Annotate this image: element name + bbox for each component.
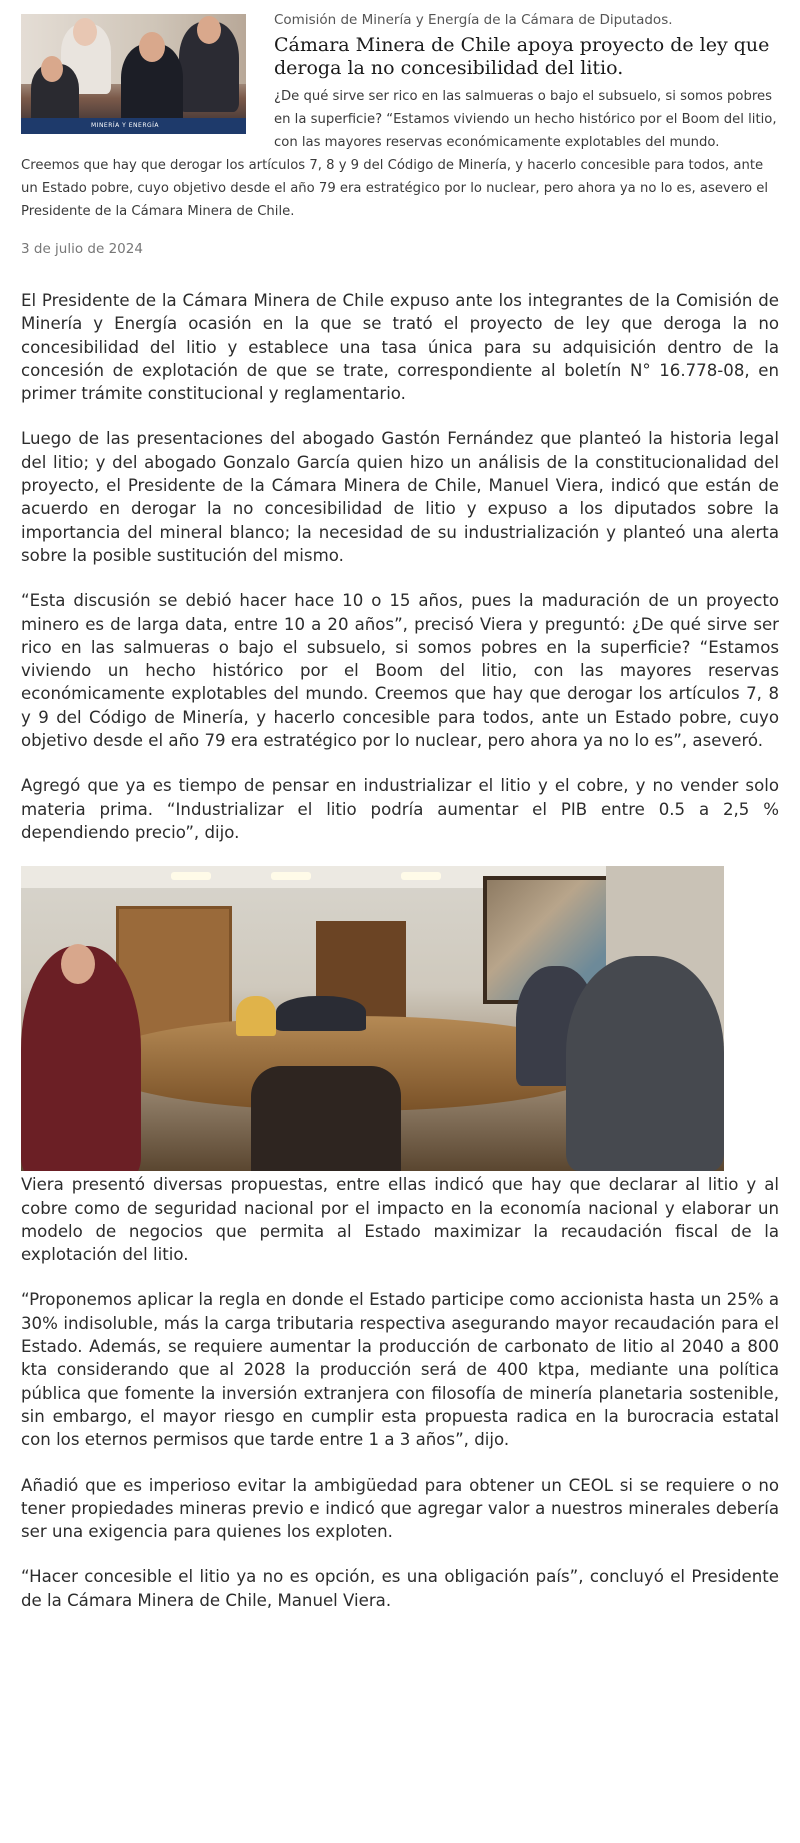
kicker: Comisión de Minería y Energía de la Cámara de Diputados.	[274, 12, 673, 28]
header-thumbnail-photo	[21, 14, 246, 134]
article-body	[21, 289, 779, 1612]
meeting-room-photo	[21, 866, 724, 1171]
article-header	[21, 12, 779, 223]
paragraph: Viera presentó diversas propuestas, entre ellas indicó que hay que declarar al litio y al cobre como de seguridad nacional por el impacto en la economía nacional y elaborar un modelo de negocios que permita al Estado maximizar la recaudación fiscal de la explotación del litio.	[21, 1175, 779, 1265]
article-title[interactable]: Cámara Minera de Chile apoya proyecto de ley que deroga la no concesibilidad del litio.	[274, 34, 770, 79]
publish-date: 3 de julio de 2024	[21, 241, 143, 257]
paragraph: El Presidente de la Cámara Minera de Chile expuso ante los integrantes de la Comisión de Minería y Energía ocasión en la que se trató el proyecto de ley que deroga la no concesibilidad del litio y establece una tasa única para su adquisición dentro de la concesión de explotación de que se trate, correspondiente al boletín N° 16.778-08, en primer trámite constitucional y reglamentario.	[21, 291, 779, 404]
paragraph: Añadió que es imperioso evitar la ambigüedad para obtener un CEOL si se requiere o no tener propiedades mineras previo e indicó que agregar valor a nuestros minerales debería ser una exigencia para quienes los exploten.	[21, 1475, 779, 1542]
article-lede: ¿De qué sirve ser rico en las salmueras o bajo el subsuelo, si somos pobres en la superficie? “Estamos viviendo un hecho histórico por el Boom del litio, con las mayores reservas económicamente explotables del mundo. Creemos que hay que derogar los artículos 7, 8 y 9 del Código de Minería, y hacerlo concesible para todos, ante un Estado pobre, cuyo objetivo desde el año 79 era estratégico por lo nuclear, pero ahora ya no lo es, asevero el Presidente de la Cámara Minera de Chile.	[21, 89, 777, 219]
paragraph: “Hacer concesible el litio ya no es opción, es una obligación país”, concluyó el Presidente de la Cámara Minera de Chile, Manuel Viera.	[21, 1567, 779, 1610]
article	[21, 0, 779, 1634]
paragraph: Luego de las presentaciones del abogado Gastón Fernández que planteó la historia legal del litio; y del abogado Gonzalo García quien hizo un análisis de la constitucionalidad del proyecto, el Presidente de la Cámara Minera de Chile, Manuel Viera, indicó que están de acuerdo en derogar la no concesibilidad de litio y expuso a los diputados sobre la importancia del mineral blanco; la necesidad de su industrialización y planteó una alerta sobre la posible sustitución del mismo.	[21, 429, 779, 565]
paragraph: “Proponemos aplicar la regla en donde el Estado participe como accionista hasta un 25% a 30% indisoluble, más la carga tributaria respectiva asegurando mayor recaudación para el Estado. Además, se requiere aumentar la producción de carbonato de litio al 2040 a 800 kta considerando que al 2028 la producción será de 400 ktpa, mediante una política pública que fomente la inversión extranjera con filosofía de minería planetaria sostenible, sin embargo, el mayor riesgo en cumplir esta propuesta radica en la burocracia estatal con los eternos permisos que tarde entre 1 a 3 años”, dijo.	[21, 1290, 779, 1450]
paragraph: Agregó que ya es tiempo de pensar en industrializar el litio y el cobre, y no vender solo materia prima. “Industrializar el litio podría aumentar el PIB entre 0.5 a 2,5 % dependiendo precio”, dijo.	[21, 776, 779, 842]
thumbnail-banner: MINERÍA Y ENERGÍA	[21, 118, 246, 134]
paragraph: “Esta discusión se debió hacer hace 10 o 15 años, pues la maduración de un proyecto minero es de larga data, entre 10 a 20 años”, precisó Viera y preguntó: ¿De qué sirve ser rico en las salmueras o bajo el subsuelo, si somos pobres en la superficie? “Estamos viviendo un hecho histórico por el Boom del litio, con las mayores reservas económicamente explotables del mundo. Creemos que hay que derogar los artículos 7, 8 y 9 del Código de Minería, y hacerlo concesible para todos, ante un Estado pobre, cuyo objetivo desde el año 79 era estratégico por lo nuclear, pero ahora ya no lo es”, aseveró.	[21, 591, 779, 751]
